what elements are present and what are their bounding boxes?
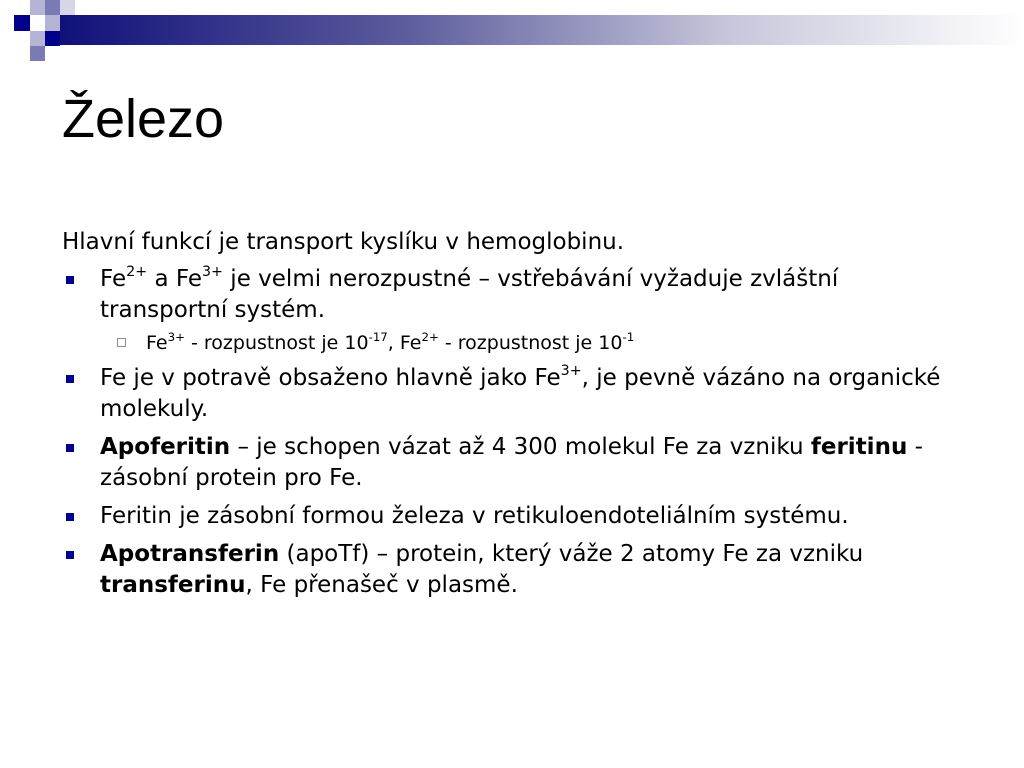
list-item: Apoferitin – je schopen vázat až 4 300 molekul Fe za vzniku feritinu - zásobní protein pro Fe. [62, 432, 962, 494]
list-item: $Fe^{2+}$ a $Fe^{3+}$ je velmi nerozpustné – vstřebávání vyžaduje zvláštní transportní systém. $Fe^{3+}$ - rozpustnost je $10^{-17}$, $Fe^{2+}$ - rozpustnost je $10^{-1}$ [62, 264, 962, 356]
square-bullet-icon [66, 276, 74, 284]
hollow-square-bullet-icon [117, 338, 126, 347]
list-item: Apotransferin (apoTf) – protein, který váže 2 atomy Fe za vzniku transferinu, Fe přenašeč v plasmě. [62, 539, 962, 601]
list-item: Feritin je zásobní formou železa v retikuloendoteliálním systému. [62, 501, 962, 532]
square-bullet-icon [66, 513, 74, 521]
intro-text: Hlavní funkcí je transport kyslíku v hemoglobinu. [62, 229, 625, 255]
list-item: Fe je v potravě obsaženo hlavně jako $Fe^{3+}$, je pevně vázáno na organické molekuly. [62, 363, 962, 425]
bullet-list [62, 264, 962, 601]
sub-bullet-list [100, 330, 962, 356]
header-decoration [0, 0, 1024, 62]
square-bullet-icon [66, 551, 74, 559]
slide-title: Železo [62, 89, 225, 149]
sub-list-item: $Fe^{3+}$ - rozpustnost je $10^{-17}$, $Fe^{2+}$ - rozpustnost je $10^{-1}$ [100, 330, 962, 356]
slide-content [62, 227, 962, 608]
square-bullet-icon [66, 444, 74, 452]
square-bullet-icon [66, 375, 74, 383]
